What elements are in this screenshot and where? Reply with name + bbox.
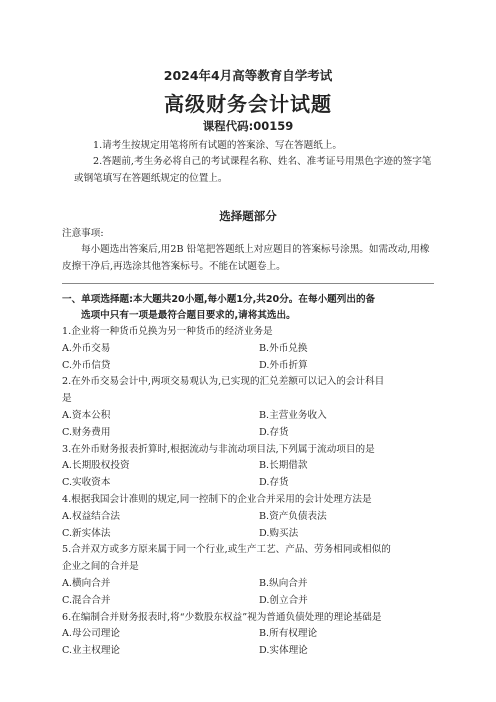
notice-text: 每小题选出答案后,用2B 铅笔把答题纸上对应题目的答案标号涂黑。如需改动,用橡皮擦干净后,再选涂其他答案标号。不能在试题卷上。 [62, 244, 430, 272]
question-stem-cont: 是 [62, 393, 72, 405]
option-b: B.所有权理论 [259, 628, 318, 640]
option-d: D.创立合并 [259, 594, 308, 606]
option-b: B.资产负债表法 [259, 510, 327, 522]
option-d: D.购买法 [259, 527, 299, 539]
course-code: 课程代码:00159 [202, 119, 294, 133]
option-b: B.外币兑换 [259, 342, 308, 354]
option-a: A.长期股权投资 [62, 460, 130, 472]
instruction-1: 1.请考生按规定用笔将所有试题的答案涂、写在答题纸上。 [93, 140, 342, 151]
option-c: C.财务费用 [62, 426, 111, 438]
exam-session-title: 2024年4月高等教育自学考试 [163, 68, 333, 83]
option-c: C.实收资本 [62, 477, 111, 489]
option-d: D.外币折算 [259, 359, 308, 371]
option-d: D.存货 [259, 477, 289, 489]
instruction-2: 2.答题前,考生务必将自己的考试课程名称、姓名、准考证号用黑色字迹的签字笔或钢笔填写在答题纸规定的位置上。 [74, 156, 432, 184]
question-stem: 6.在编制合并财务报表时,将“少数股东权益”视为普通负债处理的理论基础是 [62, 611, 382, 623]
option-b: B.主营业务收入 [259, 410, 327, 421]
option-a: A.外币交易 [62, 342, 111, 354]
question-stem: 5.合并双方或多方原来属于同一个行业,或生产工艺、产品、劳务相同或相似的 [62, 544, 391, 556]
option-a: A.母公司理论 [62, 628, 120, 640]
option-c: C.新实体法 [62, 527, 111, 539]
part1-heading-cont: 选项中只有一项是最符合题目要求的,请将其选出。 [81, 310, 296, 321]
question-stem: 1.企业将一种货币兑换为另一种货币的经济业务是 [62, 326, 273, 337]
option-c: C.业主权理论 [62, 645, 121, 657]
question-stem: 3.在外币财务报表折算时,根据流动与非流动项目法,下列属于流动项目的是 [62, 443, 375, 455]
course-title: 高级财务会计试题 [164, 92, 332, 116]
option-d: D.存货 [259, 426, 289, 438]
option-b: B.纵向合并 [259, 578, 308, 589]
notice-label: 注意事项: [62, 228, 104, 239]
question-stem: 2.在外币交易会计中,两项交易观认为,已实现的汇兑差额可以记入的会计科目 [62, 376, 385, 388]
option-a: A.资本公积 [62, 410, 111, 421]
option-a: A.权益结合法 [62, 510, 120, 522]
question-stem: 4.根据我国会计准则的规定,同一控制下的企业合并采用的会计处理方法是 [62, 494, 372, 505]
section-divider [62, 283, 434, 284]
option-a: A.横向合并 [62, 578, 111, 589]
option-b: B.长期借款 [259, 460, 308, 472]
question-stem-cont: 企业之间的合并是 [62, 561, 139, 573]
part1-heading: 一、单项选择题:本大题共20小题,每小题1分,共20分。在每小题列出的备 [62, 294, 376, 305]
section-title: 选择题部分 [219, 209, 277, 223]
option-c: C.外币信贷 [62, 359, 111, 371]
option-d: D.实体理论 [259, 645, 308, 657]
option-c: C.混合合并 [62, 594, 111, 606]
